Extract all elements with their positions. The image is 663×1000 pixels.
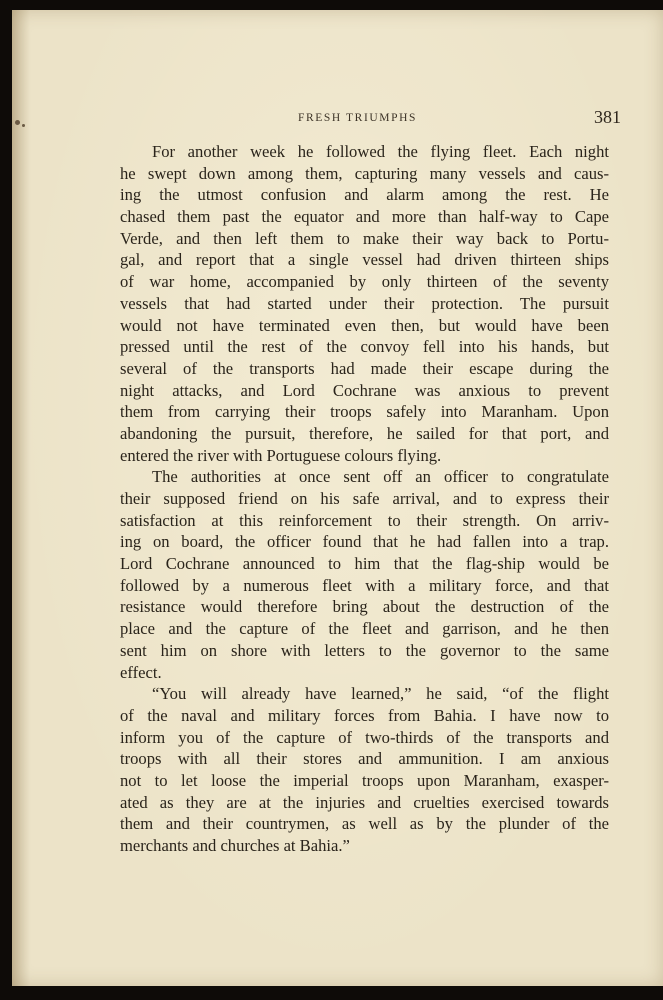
text-line: merchants and churches at Bahia.” [120,836,350,855]
text-line: “You will already have learned,” he said, “of the flight [152,684,609,704]
text-line: them from carrying their troops safely into Maranham. Upon [120,402,609,422]
text-line: inform you of the capture of two-thirds of the transports and [120,727,609,747]
text-line: pressed until the rest of the convoy fell into his hands, but [120,337,609,357]
text-line: effect. [120,662,162,682]
text-line: ing the utmost confusion and alarm among the rest. He [120,185,609,205]
book-page [12,10,663,986]
page-header [12,107,663,130]
text-line: resistance would therefore bring about the destruction of the [120,597,609,617]
text-line: place and the capture of the fleet and garrison, and he then [120,619,609,639]
text-line: vessels that had started under their protection. The pursuit [120,293,609,313]
text-line: abandoning the pursuit, therefore, he sailed for that port, and [120,423,609,443]
text-line: For another week he followed the flying fleet. Each night [152,142,609,161]
text-line: of the naval and military forces from Bahia. I have now to [120,705,609,725]
text-line: entered the river with Portuguese colours flying. [120,445,442,465]
text-line: not to let loose the imperial troops upon Maranham, exasper- [120,770,609,790]
text-line: troops with all their stores and ammunition. I am anxious [120,749,609,769]
text-line: followed by a numerous fleet with a military force, and that [120,575,609,595]
text-line: them and their countrymen, as well as by the plunder of the [120,814,609,834]
text-line: chased them past the equator and more than half-way to Cape [120,207,609,227]
text-line: Verde, and then left them to make their way back to Portu- [120,228,609,248]
text-line: of war home, accompanied by only thirteen of the seventy [120,272,609,292]
running-head: FRESH TRIUMPHS [298,112,418,124]
text-line: ing on board, the officer found that he had fallen into a trap. [120,532,609,552]
body-text [120,141,609,857]
text-line: sent him on shore with letters to the governor to the same [120,640,609,660]
text-line: ated as they are at the injuries and cruelties exercised towards [120,792,609,812]
text-line: The authorities at once sent off an officer to congratulate [152,467,609,487]
text-line: satisfaction at this reinforcement to their strength. On arriv- [120,510,609,530]
page-number: 381 [594,107,621,127]
text-line: gal, and report that a single vessel had driven thirteen ships [120,250,609,270]
text-line: their supposed friend on his safe arrival, and to express their [120,489,609,508]
text-line: would not have terminated even then, but would have been [120,315,609,335]
text-line: night attacks, and Lord Cochrane was anxious to prevent [120,380,609,400]
text-line: several of the transports had made their escape during the [120,358,609,378]
text-line: Lord Cochrane announced to him that the flag-ship would be [120,554,609,574]
text-line: he swept down among them, capturing many vessels and caus- [120,163,609,183]
